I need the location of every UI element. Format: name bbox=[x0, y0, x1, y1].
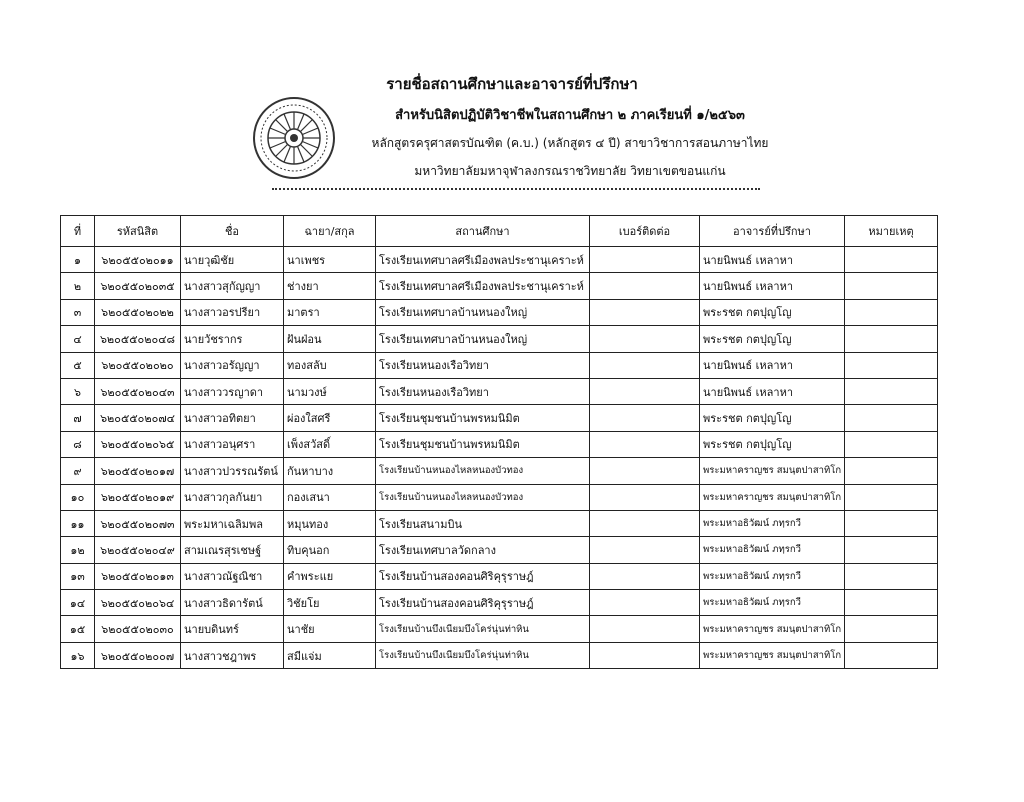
surname-cell: ฝันฝ่อน bbox=[284, 326, 376, 352]
school-cell: โรงเรียนเทศบาลวัดกลาง bbox=[376, 537, 590, 563]
first-name-cell: นายบดินทร์ bbox=[181, 616, 284, 642]
row-number-cell: ๑๔ bbox=[61, 590, 95, 616]
phone-cell bbox=[590, 405, 700, 431]
table-row bbox=[61, 458, 938, 484]
table-row bbox=[61, 326, 938, 352]
phone-cell bbox=[590, 352, 700, 378]
remark-cell bbox=[845, 642, 938, 668]
table-row bbox=[61, 537, 938, 563]
student-id-cell: ๖๒๐๕๕๐๒๐๒๐ bbox=[95, 352, 181, 378]
column-header: หมายเหตุ bbox=[845, 216, 938, 247]
student-id-cell: ๖๒๐๕๕๐๒๐๑๗ bbox=[95, 458, 181, 484]
school-cell: โรงเรียนบ้านสองคอนศิริคุรุราษฎ์ bbox=[376, 563, 590, 589]
header-divider bbox=[272, 188, 760, 190]
first-name-cell: นางสาวอทิตยา bbox=[181, 405, 284, 431]
remark-cell bbox=[845, 431, 938, 457]
row-number-cell: ๗ bbox=[61, 405, 95, 431]
surname-cell: กันหาบาง bbox=[284, 458, 376, 484]
row-number-cell: ๖ bbox=[61, 378, 95, 404]
surname-cell: นาเพชร bbox=[284, 247, 376, 273]
phone-cell bbox=[590, 458, 700, 484]
first-name-cell: นางสาวสุกัญญา bbox=[181, 273, 284, 299]
table-row bbox=[61, 273, 938, 299]
remark-cell bbox=[845, 352, 938, 378]
column-header: สถานศึกษา bbox=[376, 216, 590, 247]
surname-cell: วิชัยโย bbox=[284, 590, 376, 616]
table-row bbox=[61, 247, 938, 273]
advisor-cell: พระมหาคราญชร สมนฺตปาสาทิโก bbox=[700, 642, 845, 668]
first-name-cell: นางสาวอรัญญา bbox=[181, 352, 284, 378]
remark-cell bbox=[845, 405, 938, 431]
phone-cell bbox=[590, 510, 700, 536]
phone-cell bbox=[590, 431, 700, 457]
phone-cell bbox=[590, 642, 700, 668]
surname-cell: มาตรา bbox=[284, 299, 376, 325]
row-number-cell: ๑๑ bbox=[61, 510, 95, 536]
student-id-cell: ๖๒๐๕๕๐๒๐๓๐ bbox=[95, 616, 181, 642]
surname-cell: คำพระแย bbox=[284, 563, 376, 589]
row-number-cell: ๒ bbox=[61, 273, 95, 299]
table-row bbox=[61, 642, 938, 668]
student-id-cell: ๖๒๐๕๕๐๒๐๑๓ bbox=[95, 563, 181, 589]
remark-cell bbox=[845, 458, 938, 484]
remark-cell bbox=[845, 563, 938, 589]
student-id-cell: ๖๒๐๕๕๐๒๐๖๔ bbox=[95, 590, 181, 616]
university-seal-icon bbox=[252, 96, 336, 180]
first-name-cell: นางสาวณัฐณิชา bbox=[181, 563, 284, 589]
school-cell: โรงเรียนบ้านหนองไหลหนองบัวทอง bbox=[376, 458, 590, 484]
table-row bbox=[61, 299, 938, 325]
school-cell: โรงเรียนเทศบาลบ้านหนองใหญ่ bbox=[376, 326, 590, 352]
row-number-cell: ๑๐ bbox=[61, 484, 95, 510]
school-cell: โรงเรียนหนองเรือวิทยา bbox=[376, 378, 590, 404]
table-row bbox=[61, 510, 938, 536]
remark-cell bbox=[845, 299, 938, 325]
remark-cell bbox=[845, 484, 938, 510]
row-number-cell: ๑๒ bbox=[61, 537, 95, 563]
student-id-cell: ๖๒๐๕๕๐๒๐๔๙ bbox=[95, 537, 181, 563]
first-name-cell: พระมหาเฉลิมพล bbox=[181, 510, 284, 536]
student-id-cell: ๖๒๐๕๕๐๒๐๖๕ bbox=[95, 431, 181, 457]
advisor-cell: พระรชต กตปุญโญ bbox=[700, 299, 845, 325]
school-cell: โรงเรียนหนองเรือวิทยา bbox=[376, 352, 590, 378]
table-header-row bbox=[61, 216, 938, 247]
table-row bbox=[61, 352, 938, 378]
phone-cell bbox=[590, 247, 700, 273]
table-row bbox=[61, 484, 938, 510]
first-name-cell: นางสาวอรปรียา bbox=[181, 299, 284, 325]
surname-cell: ทองสลับ bbox=[284, 352, 376, 378]
remark-cell bbox=[845, 326, 938, 352]
row-number-cell: ๑๖ bbox=[61, 642, 95, 668]
surname-cell: ผ่องใสศรี bbox=[284, 405, 376, 431]
row-number-cell: ๕ bbox=[61, 352, 95, 378]
row-number-cell: ๑ bbox=[61, 247, 95, 273]
advisor-cell: นายนิพนธ์ เหลาหา bbox=[700, 247, 845, 273]
student-id-cell: ๖๒๐๕๕๐๒๐๔๘ bbox=[95, 326, 181, 352]
document-header bbox=[0, 0, 1024, 200]
student-id-cell: ๖๒๐๕๕๐๒๐๑๙ bbox=[95, 484, 181, 510]
university-line: มหาวิทยาลัยมหาจุฬาลงกรณราชวิทยาลัย วิทยาเขตขอนแก่น bbox=[414, 164, 726, 178]
remark-cell bbox=[845, 616, 938, 642]
row-number-cell: ๑๕ bbox=[61, 616, 95, 642]
row-number-cell: ๓ bbox=[61, 299, 95, 325]
student-id-cell: ๖๒๐๕๕๐๒๐๐๗ bbox=[95, 642, 181, 668]
column-header: รหัสนิสิต bbox=[95, 216, 181, 247]
student-id-cell: ๖๒๐๕๕๐๒๐๑๑ bbox=[95, 247, 181, 273]
first-name-cell: นายวุฒิชัย bbox=[181, 247, 284, 273]
school-cell: โรงเรียนบ้านหนองไหลหนองบัวทอง bbox=[376, 484, 590, 510]
column-header: ฉายา/สกุล bbox=[284, 216, 376, 247]
table-row bbox=[61, 590, 938, 616]
program-line: หลักสูตรครุศาสตรบัณฑิต (ค.บ.) (หลักสูตร ๔ ปี) สาขาวิชาการสอนภาษาไทย bbox=[371, 136, 769, 150]
row-number-cell: ๑๓ bbox=[61, 563, 95, 589]
document-title: รายชื่อสถานศึกษาและอาจารย์ที่ปรึกษา bbox=[386, 75, 638, 93]
student-id-cell: ๖๒๐๕๕๐๒๐๗๔ bbox=[95, 405, 181, 431]
remark-cell bbox=[845, 247, 938, 273]
school-cell: โรงเรียนบ้านบึงเนียมบึงโคร่นุ่นท่าหิน bbox=[376, 616, 590, 642]
advisor-cell: นายนิพนธ์ เหลาหา bbox=[700, 352, 845, 378]
table-row bbox=[61, 378, 938, 404]
phone-cell bbox=[590, 299, 700, 325]
first-name-cell: นายวัชรากร bbox=[181, 326, 284, 352]
first-name-cell: สามเณรสุรเชษฐ์ bbox=[181, 537, 284, 563]
column-header: เบอร์ติดต่อ bbox=[590, 216, 700, 247]
remark-cell bbox=[845, 273, 938, 299]
table-row bbox=[61, 616, 938, 642]
school-cell: โรงเรียนบ้านบึงเนียมบึงโคร่นุ่นท่าหิน bbox=[376, 642, 590, 668]
surname-cell: ช่างยา bbox=[284, 273, 376, 299]
remark-cell bbox=[845, 378, 938, 404]
remark-cell bbox=[845, 537, 938, 563]
advisor-cell: พระมหาคราญชร สมนฺตปาสาทิโก bbox=[700, 484, 845, 510]
advisor-cell: พระมหาอธิวัฒน์ ภทฺรกวี bbox=[700, 563, 845, 589]
surname-cell: กองเสนา bbox=[284, 484, 376, 510]
table-body bbox=[61, 247, 938, 669]
row-number-cell: ๘ bbox=[61, 431, 95, 457]
phone-cell bbox=[590, 484, 700, 510]
student-id-cell: ๖๒๐๕๕๐๒๐๔๓ bbox=[95, 378, 181, 404]
advisor-cell: พระมหาอธิวัฒน์ ภทฺรกวี bbox=[700, 510, 845, 536]
advisor-table bbox=[60, 215, 938, 669]
advisor-cell: พระมหาอธิวัฒน์ ภทฺรกวี bbox=[700, 537, 845, 563]
phone-cell bbox=[590, 537, 700, 563]
table-row bbox=[61, 405, 938, 431]
advisor-cell: พระมหาคราญชร สมนฺตปาสาทิโก bbox=[700, 616, 845, 642]
first-name-cell: นางสาวชฎาพร bbox=[181, 642, 284, 668]
first-name-cell: นางสาวปวรรณรัตน์ bbox=[181, 458, 284, 484]
student-id-cell: ๖๒๐๕๕๐๒๐๗๓ bbox=[95, 510, 181, 536]
school-cell: โรงเรียนสนามบิน bbox=[376, 510, 590, 536]
school-cell: โรงเรียนชุมชนบ้านพรหมนิมิต bbox=[376, 431, 590, 457]
first-name-cell: นางสาววรญาดา bbox=[181, 378, 284, 404]
advisor-cell: พระรชต กตปุญโญ bbox=[700, 431, 845, 457]
surname-cell: นามวงษ์ bbox=[284, 378, 376, 404]
table-row bbox=[61, 431, 938, 457]
school-cell: โรงเรียนเทศบาลศรีเมืองพลประชานุเคราะห์ bbox=[376, 247, 590, 273]
row-number-cell: ๙ bbox=[61, 458, 95, 484]
document-subtitle: สำหรับนิสิตปฏิบัติวิชาชีพในสถานศึกษา ๒ ภาคเรียนที่ ๑/๒๕๖๓ bbox=[395, 108, 745, 123]
first-name-cell: นางสาวอนุศรา bbox=[181, 431, 284, 457]
phone-cell bbox=[590, 563, 700, 589]
phone-cell bbox=[590, 273, 700, 299]
advisor-cell: นายนิพนธ์ เหลาหา bbox=[700, 378, 845, 404]
advisor-cell: พระมหาอธิวัฒน์ ภทฺรกวี bbox=[700, 590, 845, 616]
first-name-cell: นางสาวธิดารัตน์ bbox=[181, 590, 284, 616]
school-cell: โรงเรียนเทศบาลบ้านหนองใหญ่ bbox=[376, 299, 590, 325]
school-cell: โรงเรียนชุมชนบ้านพรหมนิมิต bbox=[376, 405, 590, 431]
remark-cell bbox=[845, 590, 938, 616]
student-id-cell: ๖๒๐๕๕๐๒๐๓๕ bbox=[95, 273, 181, 299]
row-number-cell: ๔ bbox=[61, 326, 95, 352]
column-header: ชื่อ bbox=[181, 216, 284, 247]
phone-cell bbox=[590, 616, 700, 642]
school-cell: โรงเรียนบ้านสองคอนศิริคุรุราษฎ์ bbox=[376, 590, 590, 616]
first-name-cell: นางสาวกุลกันยา bbox=[181, 484, 284, 510]
advisor-cell: พระรชต กตปุญโญ bbox=[700, 405, 845, 431]
surname-cell: นาชัย bbox=[284, 616, 376, 642]
advisor-cell: พระมหาคราญชร สมนฺตปาสาทิโก bbox=[700, 458, 845, 484]
school-cell: โรงเรียนเทศบาลศรีเมืองพลประชานุเคราะห์ bbox=[376, 273, 590, 299]
column-header: ที่ bbox=[61, 216, 95, 247]
surname-cell: หมุนทอง bbox=[284, 510, 376, 536]
phone-cell bbox=[590, 378, 700, 404]
student-id-cell: ๖๒๐๕๕๐๒๐๒๒ bbox=[95, 299, 181, 325]
advisor-cell: นายนิพนธ์ เหลาหา bbox=[700, 273, 845, 299]
surname-cell: เพ็งสวัสดิ์ bbox=[284, 431, 376, 457]
phone-cell bbox=[590, 326, 700, 352]
phone-cell bbox=[590, 590, 700, 616]
surname-cell: สมีแจ่ม bbox=[284, 642, 376, 668]
remark-cell bbox=[845, 510, 938, 536]
advisor-cell: พระรชต กตปุญโญ bbox=[700, 326, 845, 352]
surname-cell: ทิบคุนอก bbox=[284, 537, 376, 563]
table-row bbox=[61, 563, 938, 589]
column-header: อาจารย์ที่ปรึกษา bbox=[700, 216, 845, 247]
